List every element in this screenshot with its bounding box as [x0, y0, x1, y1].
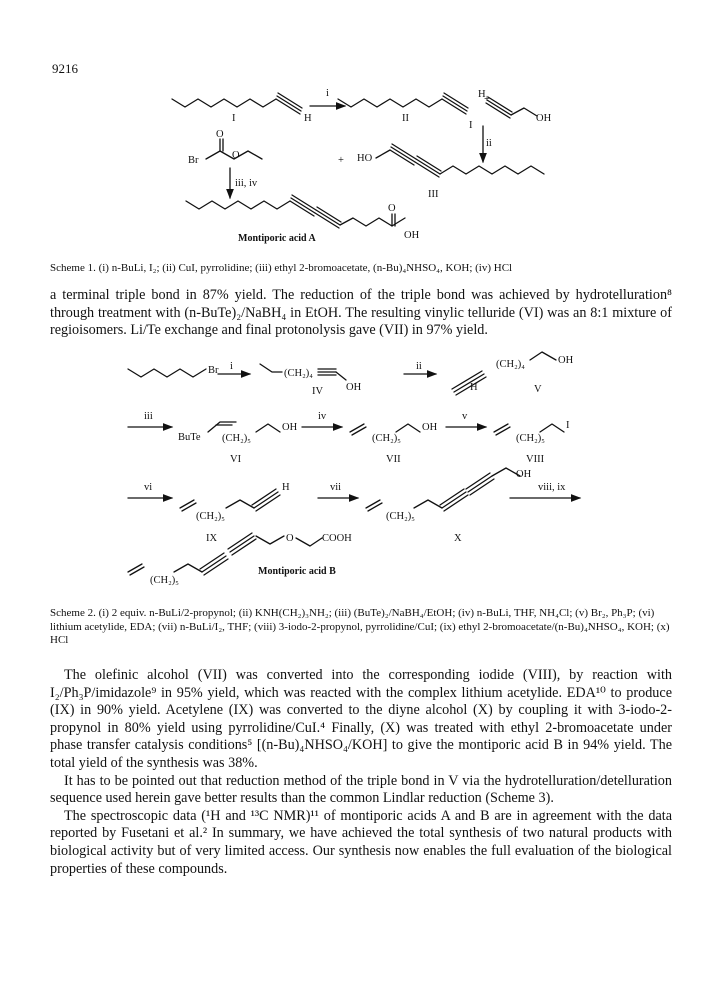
scheme1-arrow-iii-iv: iii, iv [235, 178, 258, 189]
scheme1-Br: Br [188, 155, 199, 166]
compound-II-chain [338, 99, 442, 107]
scheme2-label-IX: IX [206, 533, 218, 544]
scheme2-OH-V: OH [558, 355, 574, 366]
paragraph-2: The olefinic alcohol (VII) was converted into the corresponding iodide (VIII), by reaction with I₂/Ph₃P/imidazole⁹ in 95% yield, which was reacted with the complex lithium acetylide. EDA¹⁰ to produce (IX) in 90% yield. Acetylene (IX) was converted to the diyne alcohol (X) by coupling it with 3-iodo-2-propynol in 80% yield using pyrrolidine/CuI.⁴ Finally, (X) was treated with ethyl 2-bromoacetate under phase transfer catalysis conditions⁵ [(n-Bu)₄NHSO₄/KOH] to give the montiporic acid B in 94% yield. The total yield of the synthesis was 38%. [50, 667, 672, 771]
scheme2-BuTe: BuTe [178, 432, 201, 443]
scheme2-ch2-5a: (CH₂)₅ [222, 433, 251, 444]
scheme2-OH-IV: OH [346, 382, 362, 393]
scheme2-arrow-vi: vi [144, 482, 153, 493]
scheme1-caption: Scheme 1. (i) n-BuLi, I₂; (ii) CuI, pyrrolidine; (iii) ethyl 2-bromoacetate, (n-Bu)₄NHSO₄, KOH; (iv) HCl [50, 262, 513, 274]
scheme1-label-III: III [428, 189, 439, 200]
scheme2-ch2-5c: (CH₂)₅ [516, 433, 545, 444]
scheme2-product: Montiporic acid B [258, 566, 336, 577]
scheme2-arrow-iii: iii [144, 411, 153, 422]
montiporic-acid-a-chain [186, 201, 290, 209]
scheme2-ch2-4b: (CH₂)₄ [496, 359, 525, 370]
scheme1-plus2: + [338, 155, 344, 166]
scheme2-I-VIII: I [566, 420, 570, 431]
scheme2-ch2-4a: (CH₂)₄ [284, 368, 313, 379]
scheme2-COOH: COOH [322, 533, 352, 544]
scheme1-I: I [469, 120, 473, 131]
scheme2-OH-VII: OH [422, 422, 438, 433]
scheme2-ch2-5d: (CH₂)₅ [196, 511, 225, 522]
scheme2-label-X: X [454, 533, 462, 544]
scheme2-ch2-5f: (CH₂)₅ [150, 575, 179, 586]
scheme1-label-I: I [232, 113, 236, 124]
scheme2-caption: Scheme 2. (i) 2 equiv. n-BuLi/2-propynol; (ii) KNH(CH₂)₃NH₂; (iii) (BuTe)₂/NaBH₄/EtOH; (iv) n-BuLi, THF, NH₄Cl; (v) Br₂, Ph₃P; (vi) lithium acetylide, EDA; (vii) n-BuLi/I₂, THF; (viii) 3-iodo-2-propynol, pyrrolidine/CuI; (ix) ethyl 2-bromoacetate/(n-Bu)₄NHSO₄, KOH; (x) HCl [50, 607, 670, 646]
page-number: 9216 [52, 61, 78, 76]
paragraph-4: The spectroscopic data (¹H and ¹³C NMR)¹¹ of montiporic acids A and B are in agreement with the data reported by Fusetani et al.² In summary, we have achieved the total synthesis of two natural products with biological activity but of very limited access. Our synthesis now enables the full evaluation of the biological properties of these compounds. [50, 807, 672, 877]
compound-I-chain [172, 99, 276, 107]
scheme1-arrow-i: i [326, 88, 329, 99]
scheme2-OH-VI: OH [282, 422, 298, 433]
scheme1-plus1: + [484, 94, 490, 105]
paragraph-3: It has to be pointed out that reduction method of the triple bond in V via the hydrotelluration/detelluration sequence used herein gave better results than the common Lindlar reduction (Scheme 3). [50, 772, 672, 807]
paragraph-1 [50, 287, 672, 340]
scheme2-label-VIII: VIII [526, 454, 545, 465]
scheme2-ch2-5e: (CH₂)₅ [386, 511, 415, 522]
scheme2-arrow-vii: vii [330, 482, 342, 493]
scheme2-label-V: V [534, 384, 542, 395]
scheme1-H: H [304, 113, 312, 124]
scheme2-label-IV: IV [312, 386, 324, 397]
scheme1-O-ester: O [232, 150, 240, 161]
scheme2-OH-X: OH [516, 469, 532, 480]
scheme2-label-VI: VI [230, 454, 242, 465]
scheme1-label-II: II [402, 113, 409, 124]
scheme2-Br: Br [208, 365, 219, 376]
scheme1-HO: HO [357, 153, 373, 164]
scheme1-H2: H [478, 89, 486, 100]
scheme2-H-IX: H [282, 482, 290, 493]
scheme2-arrow-i: i [230, 361, 233, 372]
paragraph-1-text: a terminal triple bond in 87% yield. The reduction of the triple bond was achieved by hydrotelluration⁸ through treatment with (n-BuTe)₂/NaBH₄ in EtOH. The resulting vinylic telluride (VI) was an 8:1 mixture of regioisomers. Li/Te exchange and final protonolysis gave (VII) in 97% yield. [50, 287, 672, 339]
body-text [50, 667, 672, 878]
scheme1-O2: O [388, 203, 396, 214]
scheme2-arrow-v: v [462, 411, 468, 422]
scheme1-O1: O [216, 129, 224, 140]
scheme2-H-V: H [470, 382, 478, 393]
scheme2-arrow-iv: iv [318, 411, 327, 422]
scheme2-ch2-5b: (CH₂)₅ [372, 433, 401, 444]
scheme1-OH2: OH [404, 230, 420, 241]
scheme2-arrow-ii: ii [416, 361, 422, 372]
scheme2-O-B: O [286, 533, 294, 544]
scheme1-OH1: OH [536, 113, 552, 124]
scheme2-label-VII: VII [386, 454, 401, 465]
scheme2-arrow-viii-ix: viii, ix [538, 482, 566, 493]
scheme1-arrow-ii: ii [486, 138, 492, 149]
scheme1-product: Montiporic acid A [238, 233, 316, 244]
